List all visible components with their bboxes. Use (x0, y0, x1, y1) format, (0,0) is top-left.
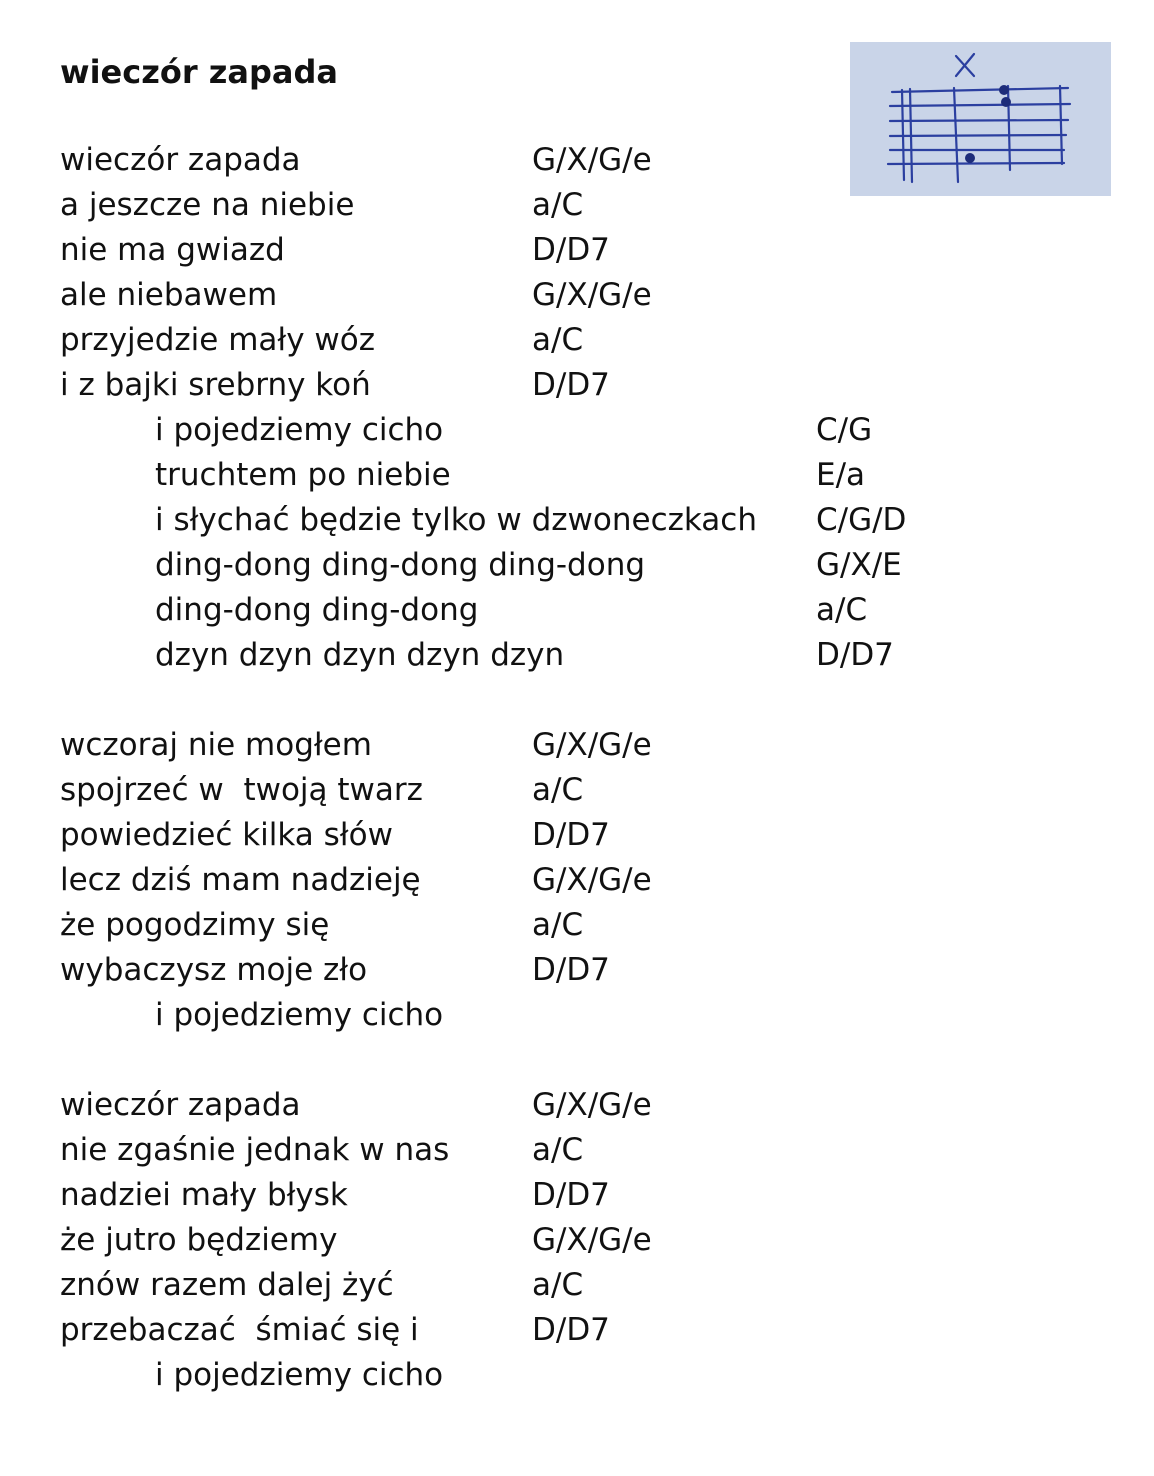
lyric-text: i z bajki srebrny koń (60, 367, 371, 403)
lyric-text: lecz dziś mam nadzieję (60, 862, 421, 898)
lyric-text: nadziei mały błysk (60, 1177, 348, 1213)
chord-label: a/C (532, 907, 584, 943)
chord-label: C/G/D (816, 502, 907, 538)
chord-label: C/G (816, 412, 873, 448)
song-line (155, 993, 1154, 1038)
lyric-text: i pojedziemy cicho (155, 1357, 444, 1393)
lyric-text: nie zgaśnie jednak w nas (60, 1132, 450, 1168)
chord-label: G/X/G/e (532, 142, 652, 178)
lyric-text: wybaczysz moje zło (60, 952, 368, 988)
song-line (60, 948, 1060, 993)
song-line (60, 678, 1060, 723)
chord-label: a/C (532, 322, 584, 358)
lyric-text: i słychać będzie tylko w dzwoneczkach (155, 502, 757, 538)
chord-label: G/X/G/e (532, 1087, 652, 1123)
chord-label: D/D7 (532, 367, 610, 403)
chord-label: a/C (532, 187, 584, 223)
song-line (60, 1218, 1060, 1263)
song-line (60, 1038, 1060, 1083)
chord-label: G/X/G/e (532, 277, 652, 313)
song-line (60, 813, 1060, 858)
song-line (60, 1263, 1060, 1308)
song-line (60, 1128, 1060, 1173)
chord-label: D/D7 (532, 952, 610, 988)
lyric-text: ding-dong ding-dong ding-dong (155, 547, 646, 583)
song-line (155, 633, 1154, 678)
chord-label: a/C (532, 1267, 584, 1303)
lyric-text: spojrzeć w twoją twarz (60, 772, 423, 808)
chord-label: a/C (816, 592, 868, 628)
song-line (155, 588, 1154, 633)
chord-label: E/a (816, 457, 866, 493)
song-line (60, 1083, 1060, 1128)
song-line (155, 408, 1154, 453)
song-line (155, 453, 1154, 498)
lyric-text: dzyn dzyn dzyn dzyn dzyn (155, 637, 565, 673)
chord-label: D/D7 (532, 1312, 610, 1348)
lyric-text: i pojedziemy cicho (155, 412, 444, 448)
lyric-text: nie ma gwiazd (60, 232, 285, 268)
chord-label: G/X/E (816, 547, 902, 583)
song-line (60, 723, 1060, 768)
lyric-text: i pojedziemy cicho (155, 997, 444, 1033)
lyric-text: że pogodzimy się (60, 907, 330, 943)
song-line (60, 903, 1060, 948)
chord-label: D/D7 (816, 637, 894, 673)
lyric-text: wczoraj nie mogłem (60, 727, 372, 763)
chord-label: a/C (532, 772, 584, 808)
lyric-text: ding-dong ding-dong (155, 592, 479, 628)
chord-label: D/D7 (532, 1177, 610, 1213)
chord-label: a/C (532, 1132, 584, 1168)
lyric-text: wieczór zapada (60, 142, 301, 178)
song-title: wieczór zapada (60, 53, 338, 91)
lyric-text: ale niebawem (60, 277, 278, 313)
song-line (60, 228, 1060, 273)
song-line (60, 273, 1060, 318)
song-line (60, 1173, 1060, 1218)
chord-label: G/X/G/e (532, 862, 652, 898)
lyric-text: przyjedzie mały wóz (60, 322, 376, 358)
lyric-text: a jeszcze na niebie (60, 187, 355, 223)
song-line (155, 543, 1154, 588)
song-line (155, 1353, 1154, 1398)
song-line (60, 363, 1060, 408)
lyric-text: znów razem dalej żyć (60, 1267, 394, 1303)
lyric-text: powiedzieć kilka słów (60, 817, 393, 853)
song-line (155, 498, 1154, 543)
lyric-text: przebaczać śmiać się i (60, 1312, 419, 1348)
song-line (60, 858, 1060, 903)
song-line (60, 183, 1060, 228)
chord-label: D/D7 (532, 817, 610, 853)
lyric-text: wieczór zapada (60, 1087, 301, 1123)
lyric-text: truchtem po niebie (155, 457, 451, 493)
chord-label: D/D7 (532, 232, 610, 268)
lyric-text: że jutro będziemy (60, 1222, 338, 1258)
song-line (60, 1308, 1060, 1353)
chord-label: G/X/G/e (532, 1222, 652, 1258)
song-line (60, 138, 1060, 183)
song-line (60, 768, 1060, 813)
chord-label: G/X/G/e (532, 727, 652, 763)
song-line (60, 318, 1060, 363)
